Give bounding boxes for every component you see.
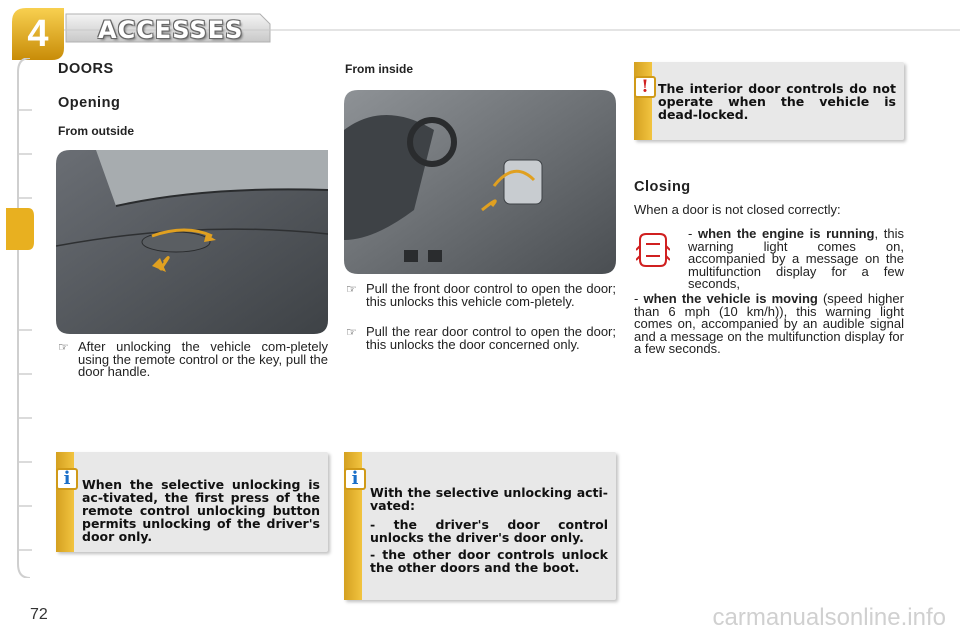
hand-pointer-icon: ☞ [58, 340, 69, 354]
hand-pointer-icon: ☞ [346, 282, 357, 296]
list-item [688, 228, 904, 291]
warning-box [634, 62, 904, 140]
inside-bullet-text: Pull the rear door control to open the door; this unlocks the door concerned only. [366, 324, 616, 352]
door-open-warning-icon [636, 230, 670, 270]
list-item [370, 548, 608, 574]
box-accent-strip [56, 452, 74, 552]
dash: - [634, 291, 639, 306]
list-item [58, 341, 328, 393]
chapter-title: ACCESSES [98, 16, 244, 44]
page-number: 72 [30, 606, 48, 623]
closing-intro: When a door is not closed correctly: [634, 202, 841, 217]
closing-item-bold: when the vehicle is moving [643, 291, 818, 306]
list-item [634, 293, 904, 356]
chapter-number: 4 [27, 13, 49, 55]
outside-door-handle-illustration [56, 150, 328, 334]
outside-bullet-text: After unlocking the vehicle com-pletely using the remote control or the key, pull the door handle. [78, 339, 328, 379]
info-title: With the selective unlocking acti-vated: [370, 485, 608, 513]
opening-heading: Opening [58, 95, 121, 111]
warning-icon: ! [634, 76, 656, 98]
sidebar-chapter-tabs [0, 58, 34, 578]
dash: - [370, 517, 376, 532]
from-outside-heading: From outside [58, 124, 135, 138]
inside-door-handle-illustration [344, 90, 616, 274]
dash: - [370, 547, 376, 562]
dash: - [688, 226, 693, 241]
closing-item-text: (speed higher than 6 mph (10 km/h)), this warning light comes on, accompanied by an audible signal and a message on the multifunction display for a few seconds. [634, 291, 904, 356]
info-text: When the selective unlocking is ac-tivated, the first press of the remote control unlocking button permits unlocking of the driver's door only. [82, 477, 320, 544]
info-icon: i [344, 468, 366, 490]
list-item [346, 283, 616, 323]
box-accent-strip [634, 62, 652, 140]
warning-text: The interior door controls do not operate when the vehicle is dead-locked. [658, 81, 896, 122]
info-item-text: the driver's door control unlocks the driver's door only. [370, 517, 608, 545]
closing-heading: Closing [634, 179, 691, 195]
list-item [370, 518, 608, 544]
closing-item-bold: when the engine is running [698, 226, 875, 241]
list-item [346, 326, 616, 366]
closing-item-text: , this warning light comes on, accompanied by a message on the multifunction display for a few seconds, [688, 226, 904, 291]
from-inside-heading: From inside [345, 62, 414, 76]
inside-bullet-text: Pull the front door control to open the door; this unlocks this vehicle com-pletely. [366, 281, 616, 309]
info-item-text: the other door controls unlock the other doors and the boot. [370, 547, 608, 575]
section-title: DOORS [58, 61, 114, 77]
info-box [344, 452, 616, 600]
info-box [56, 452, 328, 552]
info-icon: i [56, 468, 78, 490]
watermark: carmanualsonline.info [712, 604, 946, 631]
hand-pointer-icon: ☞ [346, 325, 357, 339]
